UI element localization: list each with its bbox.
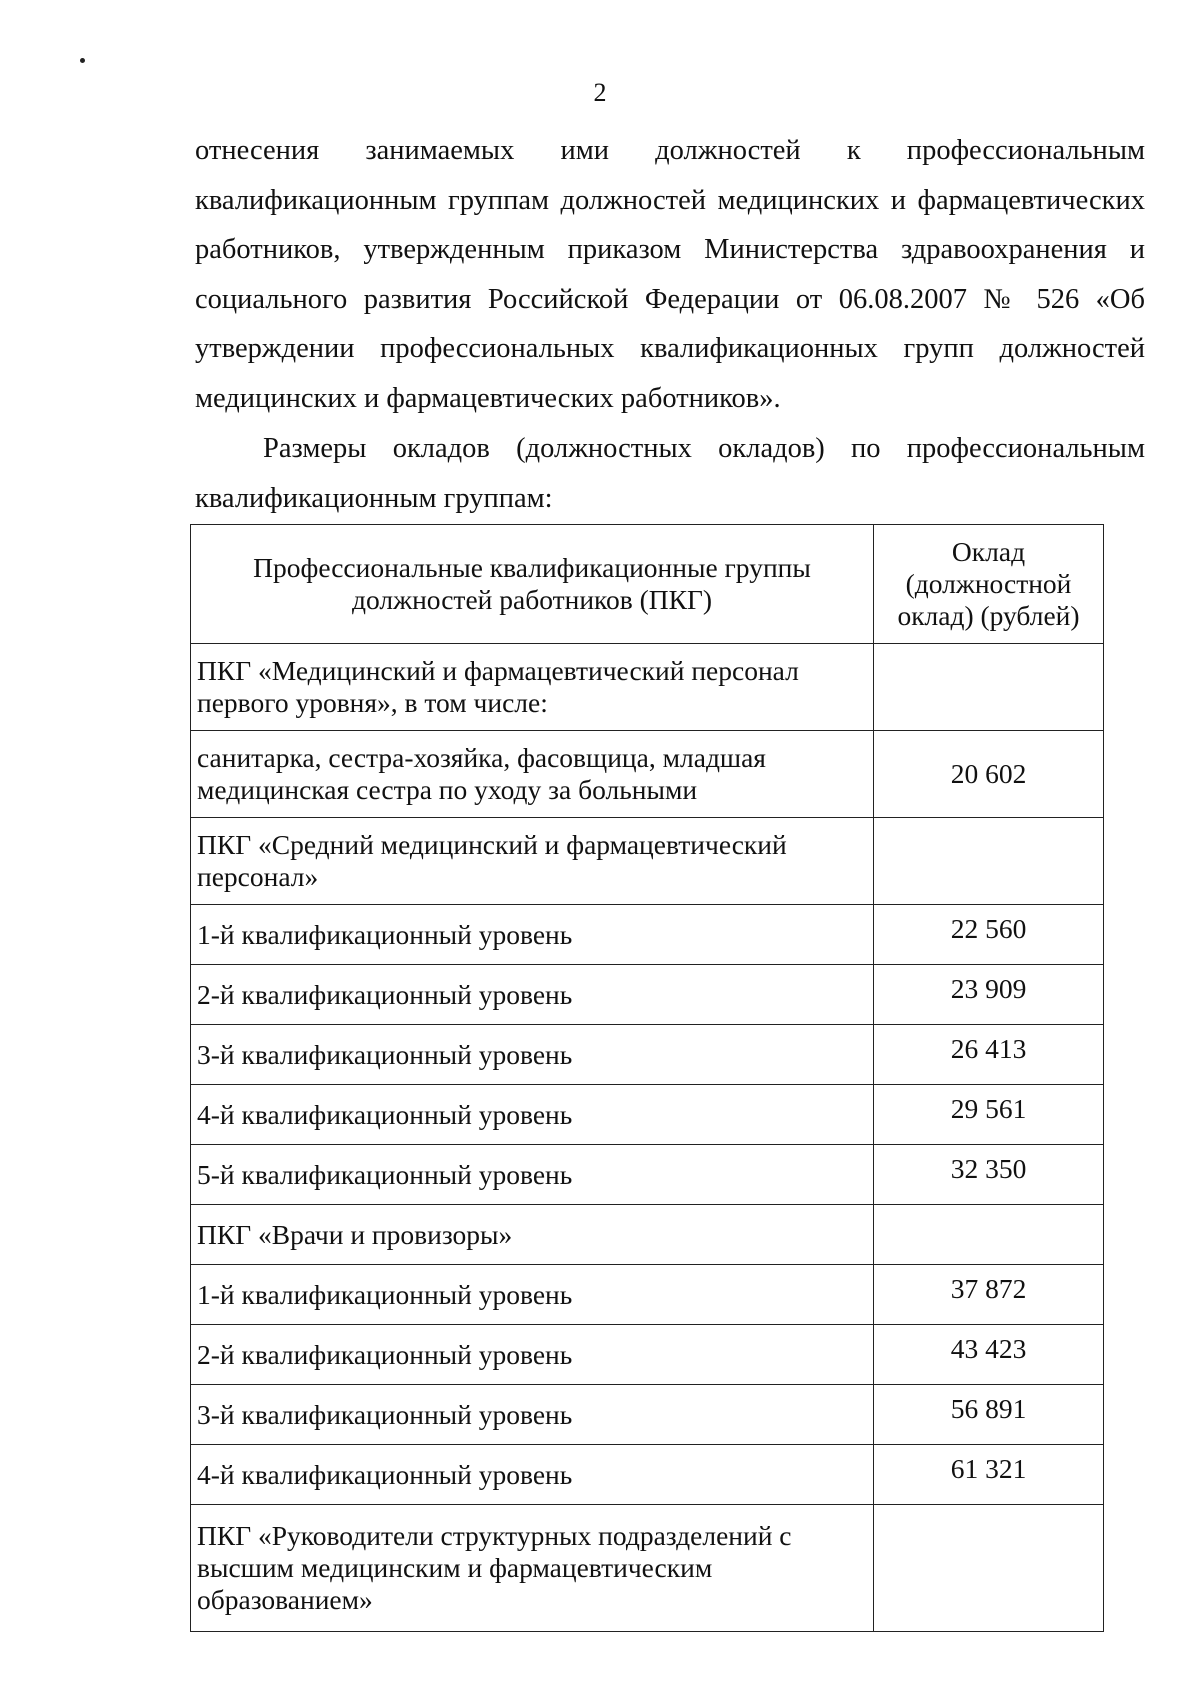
row-value: 23 909 xyxy=(874,965,1104,1025)
row-value: 56 891 xyxy=(874,1385,1104,1445)
row-value: 32 350 xyxy=(874,1145,1104,1205)
row-name: 4-й квалификационный уровень xyxy=(191,1085,874,1145)
table-row xyxy=(191,1445,1104,1505)
row-name: 4-й квалификационный уровень xyxy=(191,1445,874,1505)
row-name: санитарка, сестра-хозяйка, фасовщица, младшая медицинская сестра по уходу за больными xyxy=(191,731,874,818)
table-row xyxy=(191,1025,1104,1085)
salary-table xyxy=(190,524,1104,1632)
row-name: 1-й квалификационный уровень xyxy=(191,1265,874,1325)
row-name: 5-й квалификационный уровень xyxy=(191,1145,874,1205)
table-row xyxy=(191,1145,1104,1205)
paragraph-text: Размеры окладов (должностных окладов) по профессиональным квалификационным группам: xyxy=(195,433,1145,514)
header-group: Профессиональные квалификационные группы должностей работников (ПКГ) xyxy=(191,525,874,644)
table-row xyxy=(191,644,1104,731)
row-name: 3-й квалификационный уровень xyxy=(191,1025,874,1085)
stray-mark xyxy=(80,58,85,63)
table-row xyxy=(191,1085,1104,1145)
table-row xyxy=(191,731,1104,818)
table-header-row xyxy=(191,525,1104,644)
page-number: 2 xyxy=(593,78,607,107)
row-name: ПКГ «Средний медицинский и фармацевтический персонал» xyxy=(191,818,874,905)
row-name: 1-й квалификационный уровень xyxy=(191,905,874,965)
table-row xyxy=(191,1385,1104,1445)
table-row xyxy=(191,965,1104,1025)
row-value: 61 321 xyxy=(874,1445,1104,1505)
table-row xyxy=(191,1325,1104,1385)
row-name: ПКГ «Врачи и провизоры» xyxy=(191,1205,874,1265)
table-row xyxy=(191,1205,1104,1265)
row-value: 37 872 xyxy=(874,1265,1104,1325)
header-salary: Оклад (должностной оклад) (рублей) xyxy=(874,525,1104,644)
row-value: 29 561 xyxy=(874,1085,1104,1145)
paragraph-salary-intro xyxy=(195,424,1145,523)
paragraph-continuation xyxy=(195,126,1145,423)
row-value: 22 560 xyxy=(874,905,1104,965)
row-value xyxy=(874,818,1104,905)
row-name: ПКГ «Медицинский и фармацевтический персонал первого уровня», в том числе: xyxy=(191,644,874,731)
row-value xyxy=(874,1205,1104,1265)
row-name: 3-й квалификационный уровень xyxy=(191,1385,874,1445)
row-value: 26 413 xyxy=(874,1025,1104,1085)
table-row xyxy=(191,1265,1104,1325)
row-name: ПКГ «Руководители структурных подразделений с высшим медицинским и фармацевтическим образованием» xyxy=(191,1505,874,1632)
row-value: 20 602 xyxy=(874,731,1104,818)
row-value xyxy=(874,644,1104,731)
table-row xyxy=(191,1505,1104,1632)
row-name: 2-й квалификационный уровень xyxy=(191,965,874,1025)
row-name: 2-й квалификационный уровень xyxy=(191,1325,874,1385)
row-value: 43 423 xyxy=(874,1325,1104,1385)
table-row xyxy=(191,818,1104,905)
row-value xyxy=(874,1505,1104,1632)
paragraph-text: отнесения занимаемых ими должностей к профессиональным квалификационным группам должностей медицинских и фармацевтических работников, утвержденным приказом Министерства здравоохранения и социального развития Российской Федерации от 06.08.2007 № 526 «Об утверждении профессиональных квалификационных групп должностей медицинских и фармацевтических работников». xyxy=(195,135,1145,414)
table-row xyxy=(191,905,1104,965)
